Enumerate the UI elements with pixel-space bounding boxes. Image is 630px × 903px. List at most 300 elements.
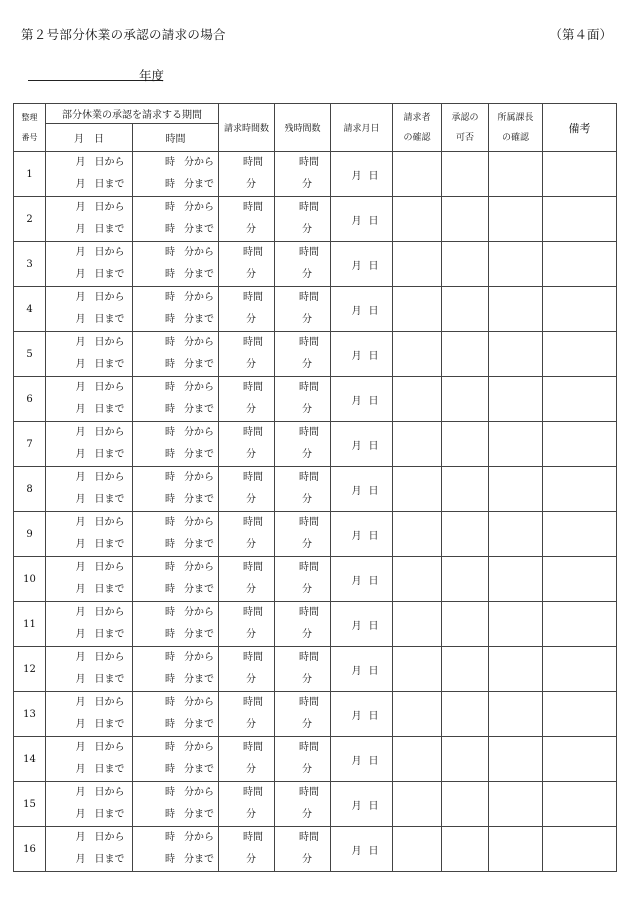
time-range-cell[interactable] xyxy=(133,377,219,422)
fun-label: 分 xyxy=(246,674,256,685)
form-title: 第２号部分休業の承認の請求の場合 xyxy=(21,27,226,42)
hour-label: 時 xyxy=(165,674,175,685)
day-from-label: 日から xyxy=(94,517,125,528)
fun-label: 分 xyxy=(246,449,256,460)
remarks-cell[interactable] xyxy=(543,377,617,422)
row-number: 10 xyxy=(14,557,46,602)
requester-confirm-cell[interactable] xyxy=(393,512,442,557)
approval-cell[interactable] xyxy=(442,332,489,377)
request-hours-cell[interactable] xyxy=(219,692,275,737)
req-day-label: 日 xyxy=(368,620,379,632)
req-day-label: 日 xyxy=(368,845,379,857)
requester-confirm-cell[interactable] xyxy=(393,422,442,467)
month-label: 月 xyxy=(75,764,86,775)
remaining-hours-cell[interactable] xyxy=(275,692,331,737)
remaining-hours-cell[interactable] xyxy=(275,242,331,287)
request-hours-cell[interactable] xyxy=(219,197,275,242)
table-row xyxy=(14,377,617,422)
approval-cell[interactable] xyxy=(442,557,489,602)
day-to-label: 日まで xyxy=(94,224,125,235)
manager-confirm-cell[interactable] xyxy=(489,557,543,602)
date-range-cell[interactable] xyxy=(46,692,133,737)
header-period: 部分休業の承認を請求する期間 xyxy=(46,104,219,124)
month-label: 月 xyxy=(75,247,86,258)
manager-confirm-cell[interactable] xyxy=(489,332,543,377)
manager-confirm-cell[interactable] xyxy=(489,602,543,647)
jikan-label: 時間 xyxy=(299,832,319,843)
approval-cell[interactable] xyxy=(442,377,489,422)
month-label: 月 xyxy=(75,607,86,618)
request-date-cell[interactable] xyxy=(331,422,393,467)
req-day-label: 日 xyxy=(368,305,379,317)
min-to-label: 分まで xyxy=(184,449,214,460)
min-to-label: 分まで xyxy=(184,629,214,640)
requester-confirm-cell[interactable] xyxy=(393,467,442,512)
requester-confirm-cell[interactable] xyxy=(393,332,442,377)
remarks-cell[interactable] xyxy=(543,152,617,197)
header-manager-line1: 所属課長 xyxy=(497,112,534,123)
fun-label: 分 xyxy=(302,494,312,505)
hour-label: 時 xyxy=(165,697,175,708)
hour-label: 時 xyxy=(165,494,175,505)
row-number: 3 xyxy=(14,242,46,287)
fun-label: 分 xyxy=(246,764,256,775)
month-label: 月 xyxy=(75,629,86,640)
requester-confirm-cell[interactable] xyxy=(393,242,442,287)
month-label: 月 xyxy=(75,517,86,528)
row-number: 2 xyxy=(14,197,46,242)
jikan-label: 時間 xyxy=(243,787,263,798)
min-from-label: 分から xyxy=(184,337,214,348)
jikan-label: 時間 xyxy=(299,472,319,483)
hour-label: 時 xyxy=(165,314,175,325)
fun-label: 分 xyxy=(246,494,256,505)
min-to-label: 分まで xyxy=(184,269,214,280)
req-month-label: 月 xyxy=(351,215,362,227)
header-seiri: 整理 xyxy=(21,112,38,122)
month-label: 月 xyxy=(75,404,86,415)
request-date-cell[interactable] xyxy=(331,242,393,287)
req-day-label: 日 xyxy=(368,665,379,677)
fun-label: 分 xyxy=(246,584,256,595)
fun-label: 分 xyxy=(246,404,256,415)
time-range-cell[interactable] xyxy=(133,512,219,557)
day-from-label: 日から xyxy=(94,787,125,798)
remarks-cell[interactable] xyxy=(543,242,617,287)
hour-label: 時 xyxy=(165,449,175,460)
date-range-cell[interactable] xyxy=(46,557,133,602)
remaining-hours-cell[interactable] xyxy=(275,647,331,692)
min-from-label: 分から xyxy=(184,292,214,303)
page-number: （第４面） xyxy=(549,27,612,42)
month-label: 月 xyxy=(75,449,86,460)
date-range-cell[interactable] xyxy=(46,287,133,332)
min-to-label: 分まで xyxy=(184,539,214,550)
requester-confirm-cell[interactable] xyxy=(393,152,442,197)
requester-confirm-cell[interactable] xyxy=(393,602,442,647)
approval-cell[interactable] xyxy=(442,602,489,647)
requester-confirm-cell[interactable] xyxy=(393,782,442,827)
month-label: 月 xyxy=(75,314,86,325)
min-from-label: 分から xyxy=(184,742,214,753)
request-date-cell[interactable] xyxy=(331,467,393,512)
req-day-label: 日 xyxy=(368,575,379,587)
fun-label: 分 xyxy=(246,224,256,235)
request-hours-cell[interactable] xyxy=(219,332,275,377)
remaining-hours-cell[interactable] xyxy=(275,827,331,872)
manager-confirm-cell[interactable] xyxy=(489,782,543,827)
request-hours-cell[interactable] xyxy=(219,557,275,602)
jikan-label: 時間 xyxy=(299,427,319,438)
manager-confirm-cell[interactable] xyxy=(489,152,543,197)
request-date-cell[interactable] xyxy=(331,152,393,197)
date-range-cell[interactable] xyxy=(46,152,133,197)
min-to-label: 分まで xyxy=(184,809,214,820)
date-range-cell[interactable] xyxy=(46,467,133,512)
day-from-label: 日から xyxy=(94,427,125,438)
manager-confirm-cell[interactable] xyxy=(489,737,543,782)
request-date-cell[interactable] xyxy=(331,557,393,602)
request-date-cell[interactable] xyxy=(331,827,393,872)
req-month-label: 月 xyxy=(351,710,362,722)
time-range-cell[interactable] xyxy=(133,422,219,467)
month-label: 月 xyxy=(75,742,86,753)
req-day-label: 日 xyxy=(368,215,379,227)
request-date-cell[interactable] xyxy=(331,377,393,422)
partial-leave-request-table xyxy=(13,103,617,872)
manager-confirm-cell[interactable] xyxy=(489,827,543,872)
requester-confirm-cell[interactable] xyxy=(393,692,442,737)
table-row xyxy=(14,467,617,512)
fun-label: 分 xyxy=(246,629,256,640)
request-hours-cell[interactable] xyxy=(219,377,275,422)
remarks-cell[interactable] xyxy=(543,692,617,737)
header-request-date: 請求月日 xyxy=(331,104,393,152)
hour-label: 時 xyxy=(165,179,175,190)
request-date-cell[interactable] xyxy=(331,647,393,692)
approval-cell[interactable] xyxy=(442,242,489,287)
month-label: 月 xyxy=(75,224,86,235)
fun-label: 分 xyxy=(302,809,312,820)
request-hours-cell[interactable] xyxy=(219,737,275,782)
req-month-label: 月 xyxy=(351,620,362,632)
request-hours-cell[interactable] xyxy=(219,602,275,647)
time-range-cell[interactable] xyxy=(133,287,219,332)
remarks-cell[interactable] xyxy=(543,602,617,647)
hour-label: 時 xyxy=(165,247,175,258)
requester-confirm-cell[interactable] xyxy=(393,377,442,422)
date-range-cell[interactable] xyxy=(46,602,133,647)
remaining-hours-cell[interactable] xyxy=(275,332,331,377)
fun-label: 分 xyxy=(302,764,312,775)
request-hours-cell[interactable] xyxy=(219,152,275,197)
date-range-cell[interactable] xyxy=(46,332,133,377)
month-label: 月 xyxy=(75,539,86,550)
fun-label: 分 xyxy=(302,719,312,730)
approval-cell[interactable] xyxy=(442,512,489,557)
req-day-label: 日 xyxy=(368,755,379,767)
manager-confirm-cell[interactable] xyxy=(489,512,543,557)
hour-label: 時 xyxy=(165,157,175,168)
request-date-cell[interactable] xyxy=(331,512,393,557)
jikan-label: 時間 xyxy=(243,652,263,663)
min-to-label: 分まで xyxy=(184,314,214,325)
min-to-label: 分まで xyxy=(184,359,214,370)
min-from-label: 分から xyxy=(184,472,214,483)
min-from-label: 分から xyxy=(184,562,214,573)
hour-label: 時 xyxy=(165,224,175,235)
time-range-cell[interactable] xyxy=(133,197,219,242)
day-to-label: 日まで xyxy=(94,809,125,820)
remaining-hours-cell[interactable] xyxy=(275,602,331,647)
remaining-hours-cell[interactable] xyxy=(275,422,331,467)
jikan-label: 時間 xyxy=(243,292,263,303)
request-hours-cell[interactable] xyxy=(219,242,275,287)
time-range-cell[interactable] xyxy=(133,242,219,287)
hour-label: 時 xyxy=(165,517,175,528)
req-day-label: 日 xyxy=(368,485,379,497)
jikan-label: 時間 xyxy=(299,562,319,573)
req-month-label: 月 xyxy=(351,305,362,317)
hour-label: 時 xyxy=(165,719,175,730)
remaining-hours-cell[interactable] xyxy=(275,512,331,557)
request-date-cell[interactable] xyxy=(331,602,393,647)
hour-label: 時 xyxy=(165,854,175,865)
req-month-label: 月 xyxy=(351,350,362,362)
req-day-label: 日 xyxy=(368,395,379,407)
day-to-label: 日まで xyxy=(94,629,125,640)
approval-cell[interactable] xyxy=(442,737,489,782)
row-number: 12 xyxy=(14,647,46,692)
req-day-label: 日 xyxy=(368,440,379,452)
month-label: 月 xyxy=(75,179,86,190)
manager-confirm-cell[interactable] xyxy=(489,647,543,692)
table-row xyxy=(14,557,617,602)
date-range-cell[interactable] xyxy=(46,827,133,872)
jikan-label: 時間 xyxy=(299,382,319,393)
remaining-hours-cell[interactable] xyxy=(275,557,331,602)
remarks-cell[interactable] xyxy=(543,197,617,242)
approval-cell[interactable] xyxy=(442,467,489,512)
jikan-label: 時間 xyxy=(299,742,319,753)
jikan-label: 時間 xyxy=(243,517,263,528)
jikan-label: 時間 xyxy=(243,337,263,348)
min-from-label: 分から xyxy=(184,427,214,438)
manager-confirm-cell[interactable] xyxy=(489,467,543,512)
request-hours-cell[interactable] xyxy=(219,287,275,332)
header-remarks: 備考 xyxy=(543,104,617,152)
header-approval xyxy=(442,104,489,152)
remarks-cell[interactable] xyxy=(543,557,617,602)
remaining-hours-cell[interactable] xyxy=(275,197,331,242)
table-row xyxy=(14,287,617,332)
time-range-cell[interactable] xyxy=(133,827,219,872)
date-range-cell[interactable] xyxy=(46,422,133,467)
day-to-label: 日まで xyxy=(94,269,125,280)
requester-confirm-cell[interactable] xyxy=(393,557,442,602)
request-hours-cell[interactable] xyxy=(219,467,275,512)
hour-label: 時 xyxy=(165,629,175,640)
approval-cell[interactable] xyxy=(442,647,489,692)
min-from-label: 分から xyxy=(184,202,214,213)
remaining-hours-cell[interactable] xyxy=(275,152,331,197)
approval-cell[interactable] xyxy=(442,692,489,737)
approval-cell[interactable] xyxy=(442,197,489,242)
date-range-cell[interactable] xyxy=(46,377,133,422)
time-range-cell[interactable] xyxy=(133,782,219,827)
request-date-cell[interactable] xyxy=(331,332,393,377)
time-range-cell[interactable] xyxy=(133,737,219,782)
remaining-hours-cell[interactable] xyxy=(275,737,331,782)
date-range-cell[interactable] xyxy=(46,242,133,287)
remarks-cell[interactable] xyxy=(543,737,617,782)
day-to-label: 日まで xyxy=(94,539,125,550)
remaining-hours-cell[interactable] xyxy=(275,782,331,827)
hour-label: 時 xyxy=(165,337,175,348)
time-range-cell[interactable] xyxy=(133,647,219,692)
request-date-cell[interactable] xyxy=(331,197,393,242)
header-remaining-hours: 残時間数 xyxy=(275,104,331,152)
jikan-label: 時間 xyxy=(299,652,319,663)
requester-confirm-cell[interactable] xyxy=(393,287,442,332)
row-number: 6 xyxy=(14,377,46,422)
date-range-cell[interactable] xyxy=(46,782,133,827)
month-label: 月 xyxy=(75,832,86,843)
fun-label: 分 xyxy=(246,314,256,325)
remarks-cell[interactable] xyxy=(543,827,617,872)
hour-label: 時 xyxy=(165,404,175,415)
requester-confirm-cell[interactable] xyxy=(393,197,442,242)
hour-label: 時 xyxy=(165,382,175,393)
month-label: 月 xyxy=(75,382,86,393)
jikan-label: 時間 xyxy=(243,472,263,483)
time-range-cell[interactable] xyxy=(133,332,219,377)
min-from-label: 分から xyxy=(184,247,214,258)
manager-confirm-cell[interactable] xyxy=(489,197,543,242)
remaining-hours-cell[interactable] xyxy=(275,287,331,332)
hour-label: 時 xyxy=(165,764,175,775)
request-hours-cell[interactable] xyxy=(219,512,275,557)
approval-cell[interactable] xyxy=(442,152,489,197)
hour-label: 時 xyxy=(165,202,175,213)
approval-cell[interactable] xyxy=(442,782,489,827)
requester-confirm-cell[interactable] xyxy=(393,827,442,872)
time-range-cell[interactable] xyxy=(133,467,219,512)
time-range-cell[interactable] xyxy=(133,557,219,602)
day-from-label: 日から xyxy=(94,292,125,303)
manager-confirm-cell[interactable] xyxy=(489,242,543,287)
table-row xyxy=(14,422,617,467)
request-date-cell[interactable] xyxy=(331,737,393,782)
manager-confirm-cell[interactable] xyxy=(489,422,543,467)
day-from-label: 日から xyxy=(94,202,125,213)
request-date-cell[interactable] xyxy=(331,782,393,827)
request-hours-cell[interactable] xyxy=(219,422,275,467)
hour-label: 時 xyxy=(165,427,175,438)
request-hours-cell[interactable] xyxy=(219,647,275,692)
time-range-cell[interactable] xyxy=(133,602,219,647)
date-range-cell[interactable] xyxy=(46,197,133,242)
remarks-cell[interactable] xyxy=(543,512,617,557)
min-from-label: 分から xyxy=(184,382,214,393)
time-range-cell[interactable] xyxy=(133,692,219,737)
date-range-cell[interactable] xyxy=(46,737,133,782)
header-manager-line2: の確認 xyxy=(501,132,529,143)
remaining-hours-cell[interactable] xyxy=(275,467,331,512)
min-to-label: 分まで xyxy=(184,764,214,775)
req-month-label: 月 xyxy=(351,575,362,587)
day-from-label: 日から xyxy=(94,382,125,393)
header-requester-confirm xyxy=(393,104,442,152)
date-range-cell[interactable] xyxy=(46,647,133,692)
min-to-label: 分まで xyxy=(184,224,214,235)
jikan-label: 時間 xyxy=(243,832,263,843)
time-range-cell[interactable] xyxy=(133,152,219,197)
min-to-label: 分まで xyxy=(184,494,214,505)
approval-cell[interactable] xyxy=(442,287,489,332)
request-date-cell[interactable] xyxy=(331,692,393,737)
hour-label: 時 xyxy=(165,832,175,843)
remarks-cell[interactable] xyxy=(543,782,617,827)
requester-confirm-cell[interactable] xyxy=(393,737,442,782)
header-month-day: 月 日 xyxy=(46,124,133,152)
remarks-cell[interactable] xyxy=(543,647,617,692)
min-to-label: 分まで xyxy=(184,179,214,190)
jikan-label: 時間 xyxy=(243,157,263,168)
month-label: 月 xyxy=(75,674,86,685)
month-label: 月 xyxy=(75,359,86,370)
remarks-cell[interactable] xyxy=(543,467,617,512)
remarks-cell[interactable] xyxy=(543,287,617,332)
row-number: 7 xyxy=(14,422,46,467)
jikan-label: 時間 xyxy=(243,382,263,393)
row-number: 4 xyxy=(14,287,46,332)
manager-confirm-cell[interactable] xyxy=(489,692,543,737)
month-label: 月 xyxy=(75,854,86,865)
hour-label: 時 xyxy=(165,652,175,663)
month-label: 月 xyxy=(75,719,86,730)
day-to-label: 日まで xyxy=(94,404,125,415)
hour-label: 時 xyxy=(165,584,175,595)
min-from-label: 分から xyxy=(184,607,214,618)
requester-confirm-cell[interactable] xyxy=(393,647,442,692)
date-range-cell[interactable] xyxy=(46,512,133,557)
approval-cell[interactable] xyxy=(442,422,489,467)
jikan-label: 時間 xyxy=(243,247,263,258)
month-label: 月 xyxy=(75,202,86,213)
remaining-hours-cell[interactable] xyxy=(275,377,331,422)
hour-label: 時 xyxy=(165,787,175,798)
manager-confirm-cell[interactable] xyxy=(489,377,543,422)
request-hours-cell[interactable] xyxy=(219,782,275,827)
min-to-label: 分まで xyxy=(184,584,214,595)
fun-label: 分 xyxy=(246,179,256,190)
row-number: 1 xyxy=(14,152,46,197)
request-hours-cell[interactable] xyxy=(219,827,275,872)
hour-label: 時 xyxy=(165,292,175,303)
table-row xyxy=(14,332,617,377)
remarks-cell[interactable] xyxy=(543,332,617,377)
min-to-label: 分まで xyxy=(184,404,214,415)
manager-confirm-cell[interactable] xyxy=(489,287,543,332)
fun-label: 分 xyxy=(246,539,256,550)
request-date-cell[interactable] xyxy=(331,287,393,332)
req-month-label: 月 xyxy=(351,395,362,407)
jikan-label: 時間 xyxy=(299,337,319,348)
day-from-label: 日から xyxy=(94,337,125,348)
approval-cell[interactable] xyxy=(442,827,489,872)
remarks-cell[interactable] xyxy=(543,422,617,467)
